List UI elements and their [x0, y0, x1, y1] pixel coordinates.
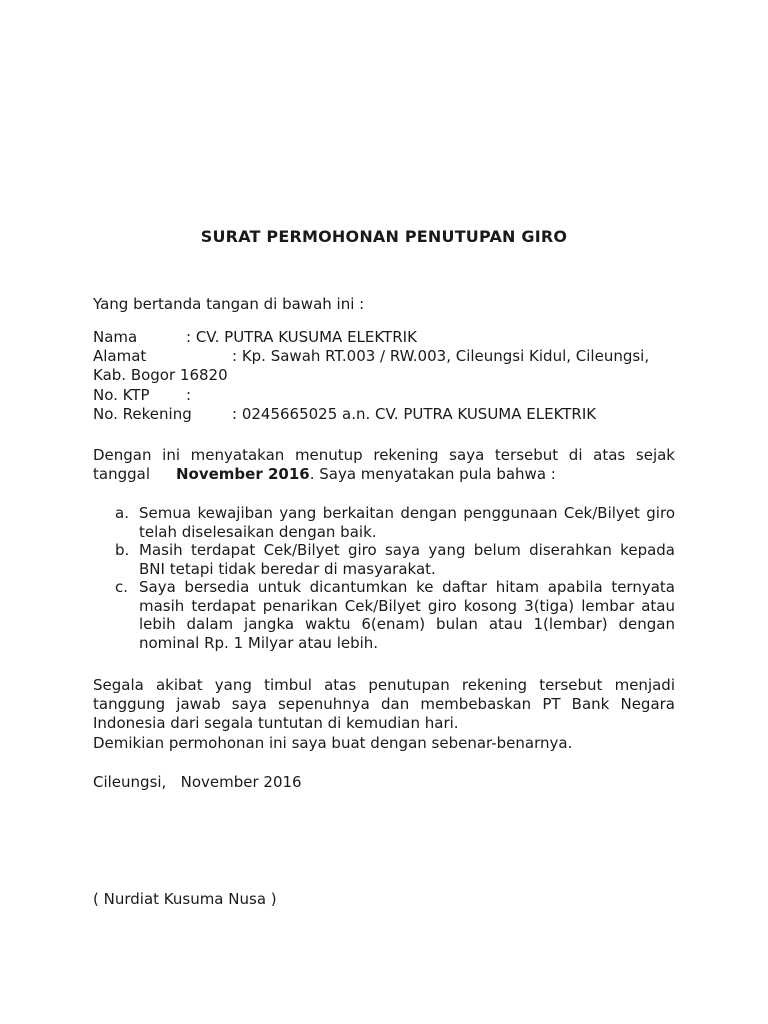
field-rekening-value: : 0245665025 a.n. CV. PUTRA KUSUMA ELEKTRIK: [232, 405, 597, 423]
intro-text: Yang bertanda tangan di bawah ini :: [93, 295, 365, 313]
field-ktp-label: No. KTP: [93, 386, 150, 404]
statement-list: [93, 504, 675, 652]
field-alamat: [93, 347, 675, 366]
list-item-text: Masih terdapat Cek/Bilyet giro saya yang belum diserahkan kepada BNI tetapi tidak beredar di masyarakat.: [139, 541, 675, 578]
field-nama-label: Nama: [93, 328, 138, 346]
field-rekening: [93, 405, 675, 424]
statement-line2: [93, 465, 675, 484]
statement-paragraph: [93, 446, 675, 484]
consequence-paragraph: Segala akibat yang timbul atas penutupan rekening tersebut menjadi tanggung jawab saya sepenuhnya dan membebaskan PT Bank Negara Indonesia dari segala tuntutan di kemudian hari.: [93, 676, 675, 732]
field-nama-value: : CV. PUTRA KUSUMA ELEKTRIK: [186, 328, 417, 346]
statement-line1: [93, 446, 675, 465]
list-item-text: Saya bersedia untuk dicantumkan ke daftar hitam apabila ternyata masih terdapat penarikan Cek/Bilyet giro kosong 3(tiga) lembar atau lebih dalam jangka waktu 6(enam) bulan atau 1(lembar) dengan nominal Rp. 1 Milyar atau lebih.: [139, 578, 675, 652]
list-marker: c.: [115, 578, 129, 596]
closing-text: Demikian permohonan ini saya buat dengan sebenar-benarnya.: [93, 734, 573, 752]
list-marker: a.: [115, 504, 129, 522]
field-ktp: [93, 386, 675, 405]
field-alamat-value: : Kp. Sawah RT.003 / RW.003, Cileungsi Kidul, Cileungsi,: [232, 347, 650, 365]
field-alamat-line2: Kab. Bogor 16820: [93, 366, 228, 384]
letter-title: SURAT PERMOHONAN PENUTUPAN GIRO: [200, 227, 568, 246]
list-marker: b.: [115, 541, 130, 559]
list-item-text: Semua kewajiban yang berkaitan dengan penggunaan Cek/Bilyet giro telah diselesaikan dengan baik.: [139, 504, 675, 541]
statement-line2-suffix: . Saya menyatakan pula bahwa :: [309, 465, 556, 483]
field-alamat-label: Alamat: [93, 347, 147, 365]
list-item: [93, 541, 675, 578]
field-ktp-value: :: [186, 386, 192, 404]
place-date: Cileungsi, November 2016: [93, 773, 302, 791]
statement-tanggal: tanggal: [93, 465, 150, 483]
list-item: [93, 578, 675, 652]
statement-line1-text: Dengan ini menyatakan menutup rekening saya tersebut di atas sejak: [93, 446, 675, 464]
field-nama: [93, 328, 675, 347]
list-item: [93, 504, 675, 541]
field-rekening-label: No. Rekening: [93, 405, 192, 423]
statement-date: November 2016: [175, 465, 310, 483]
signature-name: ( Nurdiat Kusuma Nusa ): [93, 890, 277, 908]
